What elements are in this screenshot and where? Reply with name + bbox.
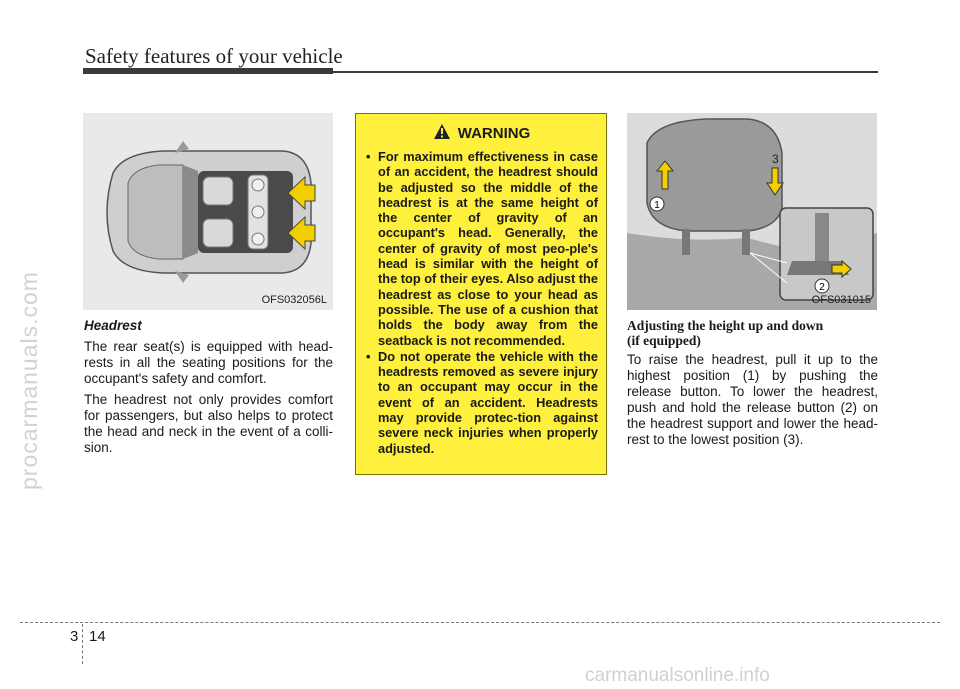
headrest-figure [627,113,877,310]
car-top-view-illustration [83,113,333,310]
headrest-subheading: Headrest [84,318,142,333]
adjust-height-heading-line-2: (if equipped) [627,333,701,348]
adjust-height-heading [627,318,878,348]
header-rule-thin [333,71,878,73]
callout-2: 2 [819,282,825,293]
headrest-illustration [627,113,877,310]
warning-item-1: • For maximum effectiveness in case of an accident, the headrest should be adjusted so the middle of the headrest is at the same height of the center of gravity of an occupant's head. Generally, the center of gravity of most peo-ple's head is similar with the height of the top of their eyes. Also adjust the headrest as close to your head as possible. The use of a cushion that holds the body away from the seatback is not recommended. [366,149,598,348]
warning-item-2: • Do not operate the vehicle with the headrests removed as severe injury to an occupant may occur in the event of an accident. Headrests may provide protec-tion against severe neck injuries when properly adjusted. [366,349,598,456]
warning-title-row [366,124,598,143]
right-text-column [627,318,878,453]
footer-page-number: 14 [89,628,106,645]
warning-list [366,149,598,456]
footer-chapter-number: 3 [70,628,79,645]
headrest-paragraph-2: The headrest not only provides comfort for passengers, but also helps to protect the head and neck in the event of a colli-sion. [84,392,333,455]
header-rule-thick [83,68,333,74]
figure-code-left: OFS032056L [261,294,327,306]
figure-code-right: OFS031015 [811,294,871,306]
warning-title: WARNING [457,125,531,142]
footer-dashed-divider [82,624,83,664]
bottom-watermark: carmanualsonline.info [585,665,770,686]
headrest-paragraph-1: The rear seat(s) is equipped with head-rests in all the seating positions for the occupant's safety and comfort. [84,339,333,386]
adjust-height-heading-line-1: Adjusting the height up and down [627,318,824,333]
callout-1: 1 [654,200,660,211]
footer-dashed-rule [20,622,940,623]
car-top-view-figure [83,113,333,310]
left-text-column [84,318,333,461]
warning-triangle-icon [434,124,450,143]
callout-3: 3 [772,152,779,166]
adjust-height-paragraph: To raise the headrest, pull it up to the highest position (1) by pushing the release button. To lower the headrest, push and hold the release button (2) on the headrest support and lower the head-rest to the lowest position (3). [627,352,878,447]
side-watermark: procarmanuals.com [16,271,42,490]
page-header-title: Safety features of your vehicle [85,44,343,68]
warning-box [355,113,607,475]
